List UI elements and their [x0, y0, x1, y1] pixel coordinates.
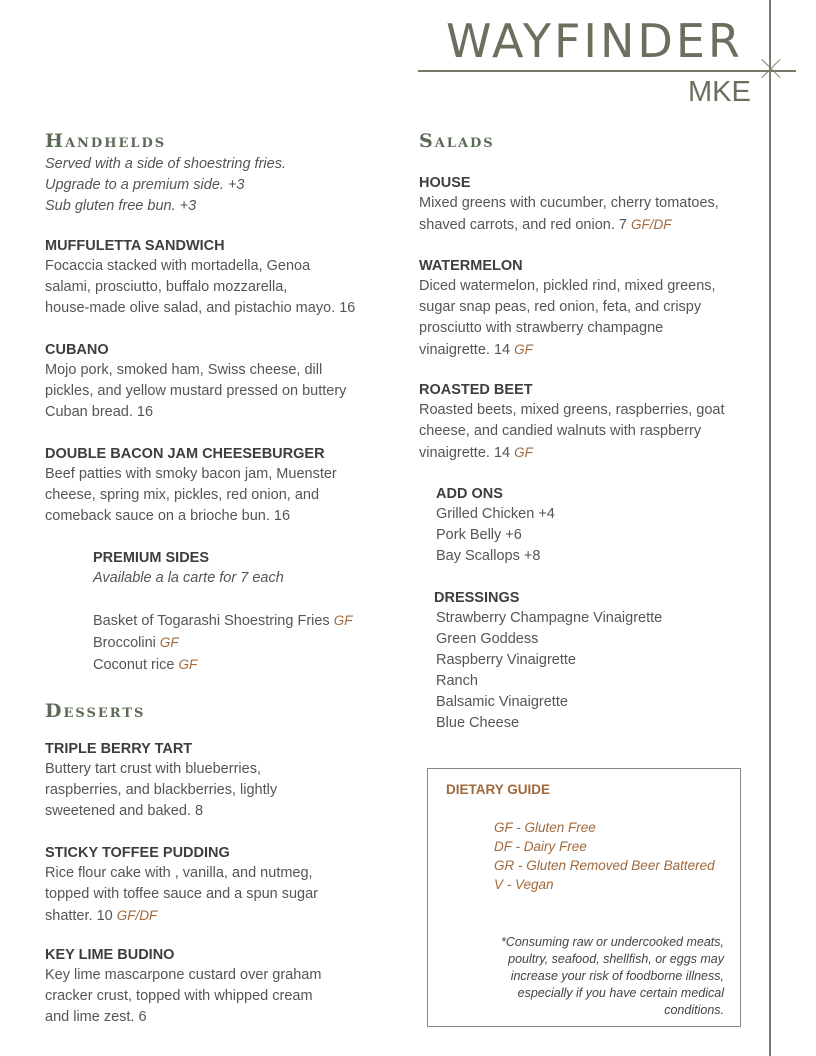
dietary-tag: GF: [333, 613, 353, 628]
dietary-guide-box: [427, 768, 741, 1027]
side-item: Basket of Togarashi Shoestring Fries GF: [93, 613, 353, 629]
item-desc: cheese, spring mix, pickles, red onion, and: [45, 487, 320, 503]
item-name: WATERMELON: [419, 258, 523, 274]
brand-logo: WAYFINDER: [446, 14, 743, 68]
dietary-guide-title: DIETARY GUIDE: [446, 782, 551, 797]
item-name: KEY LIME BUDINO: [45, 947, 175, 963]
item-desc: and lime zest. 6: [45, 1009, 147, 1025]
item-name: ROASTED BEET: [419, 382, 533, 398]
item-name: HOUSE: [419, 175, 471, 191]
logo-divider: [418, 70, 796, 72]
add-ons: [436, 486, 555, 567]
dressing-item: Blue Cheese: [436, 715, 520, 731]
item-desc: sugar snap peas, red onion, feta, and crispy: [419, 299, 702, 315]
item-desc: comeback sauce on a brioche bun. 16: [45, 508, 291, 524]
item-desc: Focaccia stacked with mortadella, Genoa: [45, 258, 311, 274]
item-desc: Mojo pork, smoked ham, Swiss cheese, dill: [45, 362, 323, 378]
item-name: CUBANO: [45, 342, 109, 358]
dietary-guide-item: GF - Gluten Free: [494, 820, 596, 835]
item-desc: raspberries, and blackberries, lightly: [45, 782, 278, 798]
dietary-guide-item: DF - Dairy Free: [494, 839, 587, 854]
item-desc: Roasted beets, mixed greens, raspberries, goat: [419, 402, 725, 418]
item-desc: Mixed greens with cucumber, cherry tomatoes,: [419, 195, 719, 211]
brand-location: MKE: [688, 76, 751, 108]
dietary-tag: GF: [178, 657, 198, 672]
dietary-tag: GF/DF: [116, 908, 158, 923]
item-desc: vinaigrette. 14 GF: [419, 445, 533, 461]
menu-item-house-salad: [419, 175, 719, 236]
menu-item-cubano: [45, 342, 346, 423]
menu-item-berry-tart: [45, 741, 277, 822]
item-desc: cracker crust, topped with whipped cream: [45, 988, 313, 1004]
item-desc: shaved carrots, and red onion. 7 GF/DF: [419, 217, 672, 233]
premium-sides: [93, 550, 352, 676]
item-desc: Diced watermelon, pickled rind, mixed greens,: [419, 278, 716, 294]
menu-item-cheeseburger: [45, 446, 337, 527]
add-on-item: Pork Belly +6: [436, 527, 522, 543]
item-desc: topped with toffee sauce and a spun sugar: [45, 886, 319, 902]
add-ons-title: ADD ONS: [436, 486, 503, 502]
dressing-item: Ranch: [436, 673, 478, 689]
salads-title: Salads: [419, 130, 495, 152]
handhelds-title: Handhelds: [45, 130, 167, 152]
dressings-title: DRESSINGS: [434, 590, 520, 606]
menu-item-toffee-pudding: [45, 845, 318, 927]
handhelds-note: Upgrade to a premium side. +3: [45, 177, 245, 193]
add-on-item: Grilled Chicken +4: [436, 506, 555, 522]
item-desc: pickles, and yellow mustard pressed on buttery: [45, 383, 347, 399]
handhelds-note: Served with a side of shoestring fries.: [45, 156, 286, 172]
item-desc: salami, prosciutto, buffalo mozzarella,: [45, 279, 288, 295]
dressing-item: Raspberry Vinaigrette: [436, 652, 576, 668]
item-desc: prosciutto with strawberry champagne: [419, 320, 664, 336]
item-name: STICKY TOFFEE PUDDING: [45, 845, 230, 861]
add-on-item: Bay Scallops +8: [436, 548, 541, 564]
menu-item-muffuletta: [45, 238, 355, 319]
handhelds-notes: [45, 154, 286, 217]
item-desc: Buttery tart crust with blueberries,: [45, 761, 261, 777]
dietary-tag: GF: [514, 445, 533, 460]
dietary-tag: GF: [514, 342, 533, 357]
menu-item-roasted-beet: [419, 382, 724, 464]
handhelds-note: Sub gluten free bun. +3: [45, 198, 197, 214]
compass-cross-icon: [760, 58, 782, 80]
item-name: DOUBLE BACON JAM CHEESEBURGER: [45, 446, 325, 462]
side-item: Coconut rice GF: [93, 657, 198, 673]
premium-sides-note: Available a la carte for 7 each: [93, 570, 284, 586]
dietary-guide-item: GR - Gluten Removed Beer Battered: [494, 858, 715, 873]
item-name: MUFFULETTA SANDWICH: [45, 238, 225, 254]
dietary-guide-item: V - Vegan: [494, 877, 554, 892]
item-desc: Key lime mascarpone custard over graham: [45, 967, 322, 983]
item-desc: shatter. 10 GF/DF: [45, 908, 158, 924]
dietary-tag: GF/DF: [631, 217, 672, 232]
side-item: Broccolini GF: [93, 635, 179, 651]
item-desc: Rice flour cake with , vanilla, and nutmeg,: [45, 865, 313, 881]
food-safety-disclaimer: *Consuming raw or undercooked meats, poultry, seafood, shellfish, or eggs may increase your risk of foodborne illness, especially if you have certain medical conditions.: [500, 935, 724, 1017]
menu-item-watermelon-salad: [419, 258, 716, 361]
item-desc: cheese, and candied walnuts with raspberry: [419, 423, 702, 439]
item-desc: sweetened and baked. 8: [45, 803, 204, 819]
dietary-tag: GF: [159, 635, 179, 650]
dressing-item: Green Goddess: [436, 631, 539, 647]
desserts-title: Desserts: [45, 700, 146, 722]
premium-sides-title: PREMIUM SIDES: [93, 550, 210, 566]
dressing-item: Strawberry Champagne Vinaigrette: [436, 610, 663, 626]
item-desc: house-made olive salad, and pistachio mayo. 16: [45, 300, 356, 316]
item-desc: vinaigrette. 14 GF: [419, 342, 533, 358]
menu-item-key-lime: [45, 947, 321, 1028]
item-desc: Beef patties with smoky bacon jam, Muenster: [45, 466, 337, 482]
page-vertical-line: [769, 0, 771, 1056]
item-name: TRIPLE BERRY TART: [45, 741, 193, 757]
dressing-item: Balsamic Vinaigrette: [436, 694, 568, 710]
dietary-guide-list: [494, 818, 715, 894]
item-desc: Cuban bread. 16: [45, 404, 154, 420]
dressings: [434, 590, 662, 734]
